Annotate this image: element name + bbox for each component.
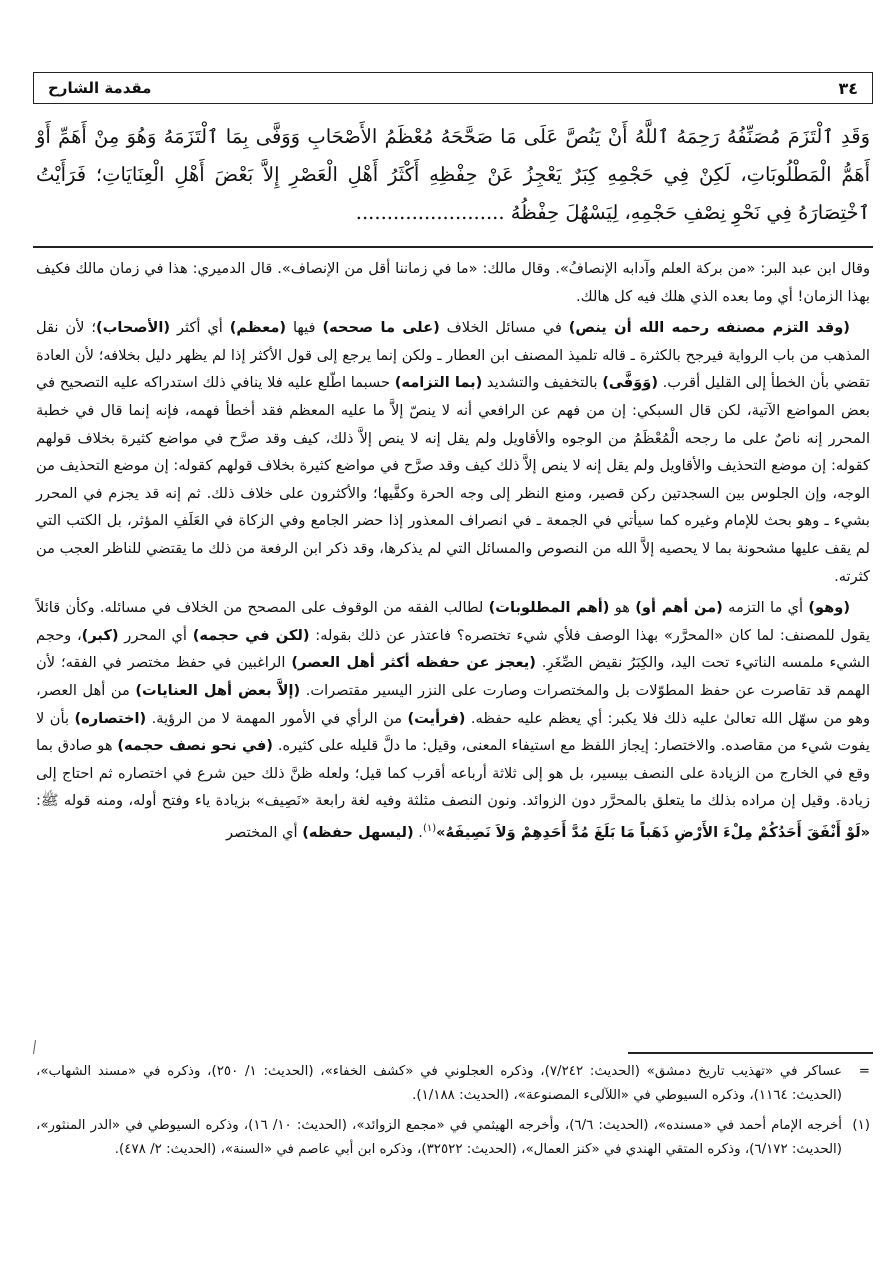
commentary-text: ؛ لأن نقل المذهب من باب الرواية فيرجح بالكثرة ـ قاله تلميذ المصنف ابن العطار ـ ولكن إنما يرجع إلى قول الأكثر إذا لم يظهر دليل بخلافه؛ لأن العادة تقضي بأن الخطأ إلى القليل أقرب.	[36, 319, 870, 392]
commentary-text: أي المحرر	[118, 626, 193, 644]
commentary-text: في مسائل الخلاف	[439, 319, 569, 337]
matn-quote: (كبر)	[81, 626, 119, 644]
commentary-text: حسبما اطّلع عليه فلا ينافي ذلك استدراكه عليه التصحيح في بعض المواضع الآتية، لكن قال السبكي: إن من فهم عن الرافعي أنه لا ينصّ إلاَّ ما عليه المعظم فقد أخطأ فهمه، فإنه إنما قال في خطبة المحرر إنه ناصٌ على ما رجحه الْمُعْظَمُ من الوجوه والأقاويل ولم يقل إنه لا ينص إلاَّ ذلك، كيف وقد صرَّح في مواضع كثيرة بخلاف قولهم كقوله: إن موضع التحذيف والأقاويل ولم يقل إنه لا ينص إلاَّ ذلك كيف وقد صرَّح في مواضع كثيرة بخلاف قولهم كقوله: إن موضع التحذيف من الوجه، وإن الجلوس بين السجدتين ركن قصير، ومنع النظر إلى وجه الحرة وكفَّيها؛ والأكثرون على خلاف ذلك. ثم إنه قد يجزم في المحرر بشيء ـ وهو بحث للإمام وغيره كما سيأتي في الجمعة ـ في انصراف المعذور إذا حضر الجامع وفي الزكاة في العَلَفِ المؤثر، بل الكتب التي لم يقف عليها مشحونة بما لا يحصيه إلاَّ الله من النصوص والمسائل التي لم يذكرها، وقد ذكر ابن الرفعة من ذلك ما يقتضي للناظر العجب من كثرته.	[36, 374, 870, 585]
footnotes	[36, 1060, 870, 1168]
matn-quote: (معظم)	[229, 319, 287, 337]
matn-quote: (وقد التزم مصنفه رحمه الله أن ينص)	[568, 319, 850, 337]
commentary-text: لطالب الفقه من الوقوف على المصحح من الخلاف في مسائله. وكأن قائلاً يقول للمصنف: لما كان «المحرَّر» بهذا الوصف فلأي شيء تختصره؟ فاعتذر عن ذلك بقوله:	[36, 599, 871, 644]
continuation-dots: ........................	[355, 201, 505, 224]
commentary-paragraph	[36, 594, 870, 846]
matn-quote: (من أهم أو)	[635, 599, 723, 617]
commentary-text: أي أكثر	[170, 319, 230, 337]
matn-quote: (الأصحاب)	[96, 319, 171, 337]
commentary-text: أي ما التزمه	[722, 599, 809, 617]
matn-separator-rule	[33, 246, 873, 248]
matn-quote: (أهم المطلوبات)	[488, 599, 610, 617]
matn-quote: (يعجز عن حفظه أكثر أهل العصر)	[291, 654, 536, 672]
commentary-text: بأن لا يفوت شيء من مقاصده. والاختصار: إيجاز اللفظ مع استيفاء المعنى، وقيل: ما دلَّ قليله على كثيره.	[36, 709, 870, 755]
matn-quote: (اختصاره)	[74, 709, 147, 727]
footnote-item	[36, 1114, 870, 1162]
commentary-text: ، وحجم الشيء ملمسه الناتيء تحت اليد، والكِبَرُ نقيض الصِّغَرِ.	[36, 626, 870, 672]
commentary-text: بالتخفيف والتشديد	[482, 374, 603, 392]
matn-quote: (على ما صححه)	[322, 319, 440, 337]
matn-text: وَقَدِ ٱلْتَزَمَ مُصَنِّفُهُ رَحِمَهُ ٱللَّهُ أَنْ يَنُصَّ عَلَى مَا صَحَّحَهُ مُعْظَمُ الأَصْحَابِ وَوَفَّى بِمَا ٱلْتَزَمَهُ وَهُوَ مِنْ أَهَمِّ أَوْ أَهَمُّ الْمَطْلُوبَاتِ، لَكِنْ فِي حَجْمِهِ كِبَرٌ يَعْجِزُ عَنْ حِفْظِهِ أَكْثَرُ أَهْلِ الْعَصْرِ إِلاَّ بَعْضَ أَهْلِ الْعِنَايَاتِ؛ فَرَأَيْتُ ٱخْتِصَارَهُ فِي نَحْوِ نِصْفِ حَجْمِهِ، لِيَسْهُلَ حِفْظُهُ	[36, 125, 870, 224]
matn-quote: (فرأيت)	[407, 709, 466, 727]
commentary-text: الراغبين في حفظ مختصر في الفقه؛ لأن الهمم قد تقاصرت عن حفظ المطوّلات بل والمختصرات وصارت على النزر اليسير مقتصرات.	[36, 654, 870, 699]
commentary-text: هو صادق بما وقع في الخارج من الزيادة على النصف بيسير، بل هو إلى ثلاثة أرباعه أقرب كما قيل؛ ولعله ظنَّ ذلك حين شرع في اختصاره ثم احتاج إلى زيادة. وقيل إن مراده بذلك ما يتعلق بالمحرَّر دون الزوائد. ونون النصف مثلثة وفيه لغة رابعة «نَصِيف» بزيادة ياء وفتح أوله، ومنه قوله ﷺ:	[36, 737, 870, 810]
footnote-marker: (١)	[852, 1118, 870, 1133]
matn-quote: (في نحو نصف حجمه)	[117, 737, 273, 755]
book-page	[28, 0, 876, 1265]
page-header	[33, 72, 873, 104]
commentary-text: .	[413, 823, 423, 841]
footnote-item	[36, 1060, 870, 1108]
matn-quote: (بما التزامه)	[394, 374, 483, 392]
footnote-text: عساكر في «تهذيب تاريخ دمشق» (الحديث: ٧/٢٤٢)، وذكره العجلوني في «كشف الخفاء»، (الحديث: ١/ ٢٥٠)، وذكره في «مسند الشهاب»، (الحديث: ١١٦٤)، وذكره السيوطي في «اللآلىء المصنوعة»، (الحديث: ١/١٨٨).	[36, 1064, 842, 1103]
matn-quote: (وهو)	[808, 599, 850, 617]
page-number: ٣٤	[838, 78, 858, 98]
commentary-text: هو	[609, 599, 636, 617]
footnote-marker: =	[858, 1064, 870, 1079]
hadith-quote: «لَوْ أَنْفَقَ أَحَدُكُمْ مِلْءَ الأَرْضِ ذَهَباً مَا بَلَغَ مُدَّ أَحَدِهِمْ وَلاَ نَصِيفَهُ»	[436, 823, 870, 841]
matn-quote: (وَوَفَّى)	[602, 374, 659, 392]
commentary-text: من أهل العصر، وهو من سهّل الله تعالىٰ عليه ذلك فلا يكبر: أي يعظم عليه حفظه.	[36, 681, 870, 727]
footnote-text: أخرجه الإمام أحمد في «مسنده»، (الحديث: ٦/٦)، وأخرجه الهيثمي في «مجمع الزوائد»، (الحديث: ١٠/ ١٦)، وذكره السيوطي في «الدر المنثور»، (الحديث: ٦/١٧٢)، وذكره المتقي الهندي في «كنز العمال»، (الحديث: ٣٢٥٢٢)، وذكره ابن أبي عاصم في «السنة»، (الحديث: ٢/ ٤٧٨).	[36, 1118, 842, 1157]
commentary-text: أي المختصر	[225, 823, 303, 841]
matn-quote: (ليسهل حفظه)	[302, 823, 414, 841]
footnote-separator-rule	[628, 1052, 873, 1054]
commentary-text: من الرأي في الأمور المهمة لا من الرؤية.	[146, 709, 408, 727]
commentary-paragraph	[36, 314, 870, 590]
commentary-paragraph: وقال ابن عبد البر: «من بركة العلم وآدابه الإنصافُ». وقال مالك: «ما في زماننا أقل من الإنصاف». قال الدميري: هذا في زمان مالك فكيف بهذا الزمان! أي وما بعده الذي هلك فيه كل هالك.	[36, 260, 870, 305]
footnote-reference[interactable]: (١)	[422, 822, 437, 834]
scan-mark	[33, 1040, 36, 1054]
sharh-commentary	[36, 255, 870, 846]
matn-text-block	[36, 118, 870, 232]
matn-quote: (لكن في حجمه)	[192, 626, 310, 644]
matn-quote: (إلاَّ بعض أهل العنايات)	[135, 681, 301, 699]
commentary-text: فيها	[286, 319, 323, 337]
running-title: مقدمة الشارح	[48, 79, 152, 97]
